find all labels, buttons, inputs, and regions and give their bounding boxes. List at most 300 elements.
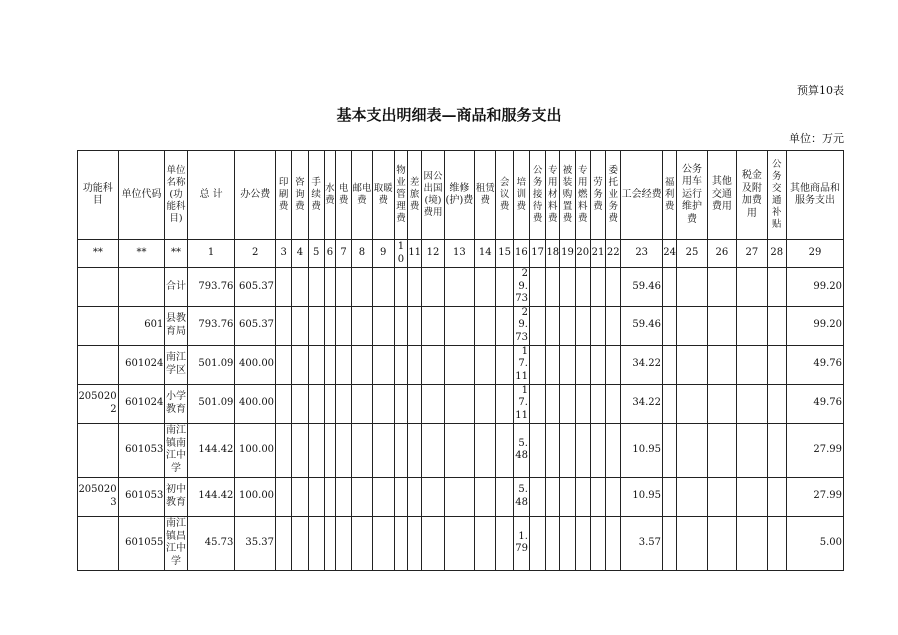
table-cell — [408, 268, 422, 307]
table-cell — [590, 345, 605, 384]
column-number: 12 — [422, 240, 444, 268]
table-cell: 601053 — [118, 477, 165, 516]
table-cell: 10.95 — [621, 477, 663, 516]
table-cell — [677, 384, 707, 423]
table-row — [78, 268, 844, 307]
table-cell — [372, 345, 394, 384]
table-cell — [606, 268, 621, 307]
table-cell: 400.00 — [235, 384, 276, 423]
column-header: 功能科目 — [78, 151, 119, 240]
table-cell: 27.99 — [786, 477, 843, 516]
table-cell — [352, 384, 372, 423]
table-cell — [737, 516, 767, 570]
table-cell — [308, 306, 324, 345]
column-number-row — [78, 240, 844, 268]
table-cell — [372, 306, 394, 345]
table-cell — [422, 268, 444, 307]
table-cell — [422, 345, 444, 384]
table-number: 预算10表 — [797, 84, 844, 97]
table-cell: 501.09 — [187, 345, 235, 384]
table-cell — [292, 268, 308, 307]
column-number: 27 — [737, 240, 767, 268]
table-cell — [408, 345, 422, 384]
table-cell: 605.37 — [235, 306, 276, 345]
table-cell — [78, 306, 119, 345]
column-header: 劳务费 — [590, 151, 605, 240]
table-cell — [496, 345, 513, 384]
table-cell — [276, 423, 292, 477]
table-cell: 59.46 — [621, 306, 663, 345]
column-number: 11 — [408, 240, 422, 268]
table-cell — [408, 516, 422, 570]
table-cell — [276, 516, 292, 570]
column-header: 单位名称(功能科目) — [165, 151, 187, 240]
column-header: 工会经费 — [621, 151, 663, 240]
table-cell — [372, 423, 394, 477]
table-cell — [394, 384, 407, 423]
column-header: 委托业务费 — [606, 151, 621, 240]
table-cell: 小学教育 — [165, 384, 187, 423]
table-cell — [324, 516, 335, 570]
table-cell — [677, 477, 707, 516]
table-cell — [590, 306, 605, 345]
table-cell — [475, 477, 496, 516]
column-number: ** — [165, 240, 187, 268]
column-header: 差旅费 — [408, 151, 422, 240]
table-cell: 29.73 — [513, 268, 529, 307]
table-cell — [372, 268, 394, 307]
table-cell — [575, 477, 590, 516]
column-number: 23 — [621, 240, 663, 268]
table-cell: 3.57 — [621, 516, 663, 570]
table-cell: 5.00 — [786, 516, 843, 570]
column-number: 8 — [352, 240, 372, 268]
table-cell — [394, 306, 407, 345]
table-cell — [707, 423, 736, 477]
table-cell — [292, 384, 308, 423]
table-cell — [546, 306, 560, 345]
table-cell — [475, 268, 496, 307]
table-cell: 29.73 — [513, 306, 529, 345]
table-cell — [767, 306, 786, 345]
table-cell — [276, 345, 292, 384]
table-cell — [767, 423, 786, 477]
column-number: 7 — [335, 240, 351, 268]
table-cell — [663, 516, 677, 570]
table-cell — [422, 477, 444, 516]
table-cell — [352, 268, 372, 307]
table-cell — [546, 384, 560, 423]
table-cell: 144.42 — [187, 477, 235, 516]
table-cell — [575, 423, 590, 477]
table-cell: 99.20 — [786, 268, 843, 307]
column-header: 取暖费 — [372, 151, 394, 240]
table-cell: 27.99 — [786, 423, 843, 477]
table-cell — [475, 384, 496, 423]
table-cell — [767, 477, 786, 516]
table-cell — [324, 345, 335, 384]
table-cell — [352, 477, 372, 516]
table-cell — [590, 477, 605, 516]
table-cell — [496, 477, 513, 516]
table-cell: 初中教育 — [165, 477, 187, 516]
table-cell — [394, 423, 407, 477]
table-cell — [529, 477, 545, 516]
table-cell: 400.00 — [235, 345, 276, 384]
table-row — [78, 423, 844, 477]
column-header: 总 计 — [187, 151, 235, 240]
table-cell — [590, 516, 605, 570]
table-cell — [496, 423, 513, 477]
table-cell: 59.46 — [621, 268, 663, 307]
table-cell — [372, 384, 394, 423]
table-cell — [335, 306, 351, 345]
table-cell — [606, 384, 621, 423]
column-header: 办公费 — [235, 151, 276, 240]
table-cell — [372, 477, 394, 516]
table-cell — [475, 516, 496, 570]
column-header: 单位代码 — [118, 151, 165, 240]
table-cell — [529, 268, 545, 307]
table-cell: 601024 — [118, 384, 165, 423]
column-header: 手续费 — [308, 151, 324, 240]
table-cell — [308, 345, 324, 384]
column-number: 28 — [767, 240, 786, 268]
table-cell — [475, 306, 496, 345]
table-cell — [324, 268, 335, 307]
table-cell — [352, 516, 372, 570]
table-cell — [767, 384, 786, 423]
table-cell: 1.79 — [513, 516, 529, 570]
column-number: 20 — [575, 240, 590, 268]
column-header: 水费 — [324, 151, 335, 240]
table-cell — [767, 345, 786, 384]
table-cell — [372, 516, 394, 570]
column-header: 因公出国(境)费用 — [422, 151, 444, 240]
table-cell — [529, 345, 545, 384]
table-cell — [677, 306, 707, 345]
table-cell: 49.76 — [786, 384, 843, 423]
column-header: 公务用车运行维护费 — [677, 151, 707, 240]
table-cell — [560, 516, 575, 570]
table-cell — [308, 268, 324, 307]
expenditure-table — [77, 150, 844, 571]
table-cell — [292, 516, 308, 570]
table-cell — [529, 384, 545, 423]
table-cell: 501.09 — [187, 384, 235, 423]
table-cell: 南江学区 — [165, 345, 187, 384]
table-cell: 5.48 — [513, 423, 529, 477]
table-cell — [575, 384, 590, 423]
table-cell — [546, 268, 560, 307]
table-cell: 南江镇南江中学 — [165, 423, 187, 477]
column-number: 6 — [324, 240, 335, 268]
table-cell — [606, 306, 621, 345]
table-cell — [408, 306, 422, 345]
table-cell — [78, 516, 119, 570]
column-header: 税金及附加费用 — [737, 151, 767, 240]
table-cell — [408, 477, 422, 516]
table-cell — [118, 268, 165, 307]
column-number: 16 — [513, 240, 529, 268]
table-cell — [444, 384, 474, 423]
table-cell — [677, 345, 707, 384]
table-cell — [677, 268, 707, 307]
table-cell — [663, 384, 677, 423]
column-header: 电费 — [335, 151, 351, 240]
table-cell: 793.76 — [187, 268, 235, 307]
table-cell — [496, 516, 513, 570]
table-cell — [78, 268, 119, 307]
table-cell — [422, 384, 444, 423]
column-header: 被装购置费 — [560, 151, 575, 240]
table-cell — [575, 268, 590, 307]
table-cell — [444, 516, 474, 570]
table-cell — [546, 423, 560, 477]
page-title: 基本支出明细表—商品和服务支出 — [336, 106, 562, 124]
table-cell — [475, 345, 496, 384]
column-number: 21 — [590, 240, 605, 268]
table-cell: 601055 — [118, 516, 165, 570]
table-cell: 605.37 — [235, 268, 276, 307]
table-cell — [444, 345, 474, 384]
table-cell — [560, 345, 575, 384]
table-cell: 南江镇昌江中学 — [165, 516, 187, 570]
table-cell — [444, 306, 474, 345]
table-row — [78, 516, 844, 570]
table-cell: 601053 — [118, 423, 165, 477]
table-cell — [352, 345, 372, 384]
table-cell: 2050202 — [78, 384, 119, 423]
table-cell — [324, 477, 335, 516]
table-cell — [575, 306, 590, 345]
column-number: 2 — [235, 240, 276, 268]
table-cell — [352, 423, 372, 477]
table-cell — [575, 345, 590, 384]
table-cell — [292, 477, 308, 516]
column-header: 咨询费 — [292, 151, 308, 240]
table-cell — [408, 384, 422, 423]
table-cell — [560, 477, 575, 516]
table-cell — [335, 384, 351, 423]
table-cell — [606, 516, 621, 570]
column-number: 15 — [496, 240, 513, 268]
column-header: 其他商品和服务支出 — [786, 151, 843, 240]
table-cell: 100.00 — [235, 477, 276, 516]
table-cell — [590, 423, 605, 477]
table-cell — [737, 477, 767, 516]
table-cell: 合计 — [165, 268, 187, 307]
column-number: ** — [118, 240, 165, 268]
table-cell — [394, 268, 407, 307]
table-cell — [444, 477, 474, 516]
column-number: 13 — [444, 240, 474, 268]
table-cell — [276, 384, 292, 423]
table-cell — [560, 268, 575, 307]
table-cell: 144.42 — [187, 423, 235, 477]
table-cell — [324, 384, 335, 423]
table-cell — [335, 516, 351, 570]
table-cell: 601 — [118, 306, 165, 345]
table-cell — [560, 384, 575, 423]
table-cell — [546, 477, 560, 516]
table-cell — [324, 306, 335, 345]
table-cell — [606, 477, 621, 516]
table-cell — [78, 345, 119, 384]
column-number: 9 — [372, 240, 394, 268]
table-cell — [324, 423, 335, 477]
table-cell — [408, 423, 422, 477]
table-cell — [422, 516, 444, 570]
table-cell — [707, 477, 736, 516]
table-cell — [422, 423, 444, 477]
table-cell — [529, 423, 545, 477]
table-cell — [707, 268, 736, 307]
table-cell — [422, 306, 444, 345]
table-cell — [767, 268, 786, 307]
column-number: 3 — [276, 240, 292, 268]
table-cell — [663, 268, 677, 307]
table-cell — [444, 268, 474, 307]
column-header: 专用材料费 — [546, 151, 560, 240]
column-header: 会议费 — [496, 151, 513, 240]
table-row — [78, 477, 844, 516]
table-cell — [292, 423, 308, 477]
table-cell — [496, 306, 513, 345]
table-cell — [496, 384, 513, 423]
table-cell: 35.37 — [235, 516, 276, 570]
table-cell — [606, 345, 621, 384]
header-row — [78, 151, 844, 240]
table-cell — [394, 345, 407, 384]
table-cell: 34.22 — [621, 345, 663, 384]
table-cell — [335, 345, 351, 384]
column-header: 其他交通费用 — [707, 151, 736, 240]
table-cell — [677, 516, 707, 570]
table-cell — [606, 423, 621, 477]
table-cell — [663, 306, 677, 345]
table-cell — [276, 477, 292, 516]
table-cell — [308, 423, 324, 477]
column-number: 14 — [475, 240, 496, 268]
table-cell — [394, 477, 407, 516]
table-cell — [737, 306, 767, 345]
table-cell: 601024 — [118, 345, 165, 384]
table-cell — [78, 423, 119, 477]
column-number: 10 — [394, 240, 407, 268]
table-cell: 5.48 — [513, 477, 529, 516]
table-cell — [707, 384, 736, 423]
table-cell — [560, 306, 575, 345]
table-cell — [335, 268, 351, 307]
table-cell — [276, 268, 292, 307]
column-number: ** — [78, 240, 119, 268]
table-cell — [394, 516, 407, 570]
table-cell — [737, 268, 767, 307]
column-number: 29 — [786, 240, 843, 268]
table-cell: 34.22 — [621, 384, 663, 423]
table-cell — [292, 306, 308, 345]
table-cell: 45.73 — [187, 516, 235, 570]
table-cell — [590, 268, 605, 307]
table-cell — [663, 423, 677, 477]
column-number: 17 — [529, 240, 545, 268]
column-number: 25 — [677, 240, 707, 268]
table-cell — [475, 423, 496, 477]
table-cell: 17.11 — [513, 345, 529, 384]
table-cell — [352, 306, 372, 345]
column-header: 公务交通补贴 — [767, 151, 786, 240]
column-number: 4 — [292, 240, 308, 268]
table-cell — [707, 306, 736, 345]
table-cell: 10.95 — [621, 423, 663, 477]
table-cell — [308, 477, 324, 516]
column-number: 18 — [546, 240, 560, 268]
table-cell — [529, 516, 545, 570]
table-cell — [292, 345, 308, 384]
table-cell — [496, 268, 513, 307]
table-cell — [546, 345, 560, 384]
table-cell — [444, 423, 474, 477]
table-cell: 2050203 — [78, 477, 119, 516]
column-header: 印刷费 — [276, 151, 292, 240]
column-header: 公务接待费 — [529, 151, 545, 240]
column-header: 物业管理费 — [394, 151, 407, 240]
column-number: 26 — [707, 240, 736, 268]
table-cell — [677, 423, 707, 477]
table-cell — [560, 423, 575, 477]
column-header: 租赁费 — [475, 151, 496, 240]
table-cell — [767, 516, 786, 570]
column-header: 培训费 — [513, 151, 529, 240]
table-cell — [590, 384, 605, 423]
table-cell — [663, 345, 677, 384]
table-cell — [276, 306, 292, 345]
table-cell: 99.20 — [786, 306, 843, 345]
table-cell: 793.76 — [187, 306, 235, 345]
column-number: 19 — [560, 240, 575, 268]
table-cell — [707, 345, 736, 384]
table-cell — [308, 516, 324, 570]
table-cell — [737, 384, 767, 423]
table-cell — [663, 477, 677, 516]
table-cell — [737, 423, 767, 477]
table-cell — [529, 306, 545, 345]
table-cell — [575, 516, 590, 570]
column-header: 邮电费 — [352, 151, 372, 240]
table-cell: 17.11 — [513, 384, 529, 423]
table-cell: 49.76 — [786, 345, 843, 384]
column-header: 专用燃料费 — [575, 151, 590, 240]
table-cell — [335, 477, 351, 516]
table-cell — [737, 345, 767, 384]
table-cell — [308, 384, 324, 423]
table-cell — [707, 516, 736, 570]
table-cell: 100.00 — [235, 423, 276, 477]
column-number: 1 — [187, 240, 235, 268]
table-row — [78, 345, 844, 384]
column-number: 22 — [606, 240, 621, 268]
table-row — [78, 306, 844, 345]
unit-label: 单位：万元 — [789, 132, 844, 145]
column-header: 福利费 — [663, 151, 677, 240]
table-cell — [546, 516, 560, 570]
table-cell: 县教育局 — [165, 306, 187, 345]
table-cell — [335, 423, 351, 477]
column-header: 维修(护)费 — [444, 151, 474, 240]
column-number: 24 — [663, 240, 677, 268]
table-row — [78, 384, 844, 423]
